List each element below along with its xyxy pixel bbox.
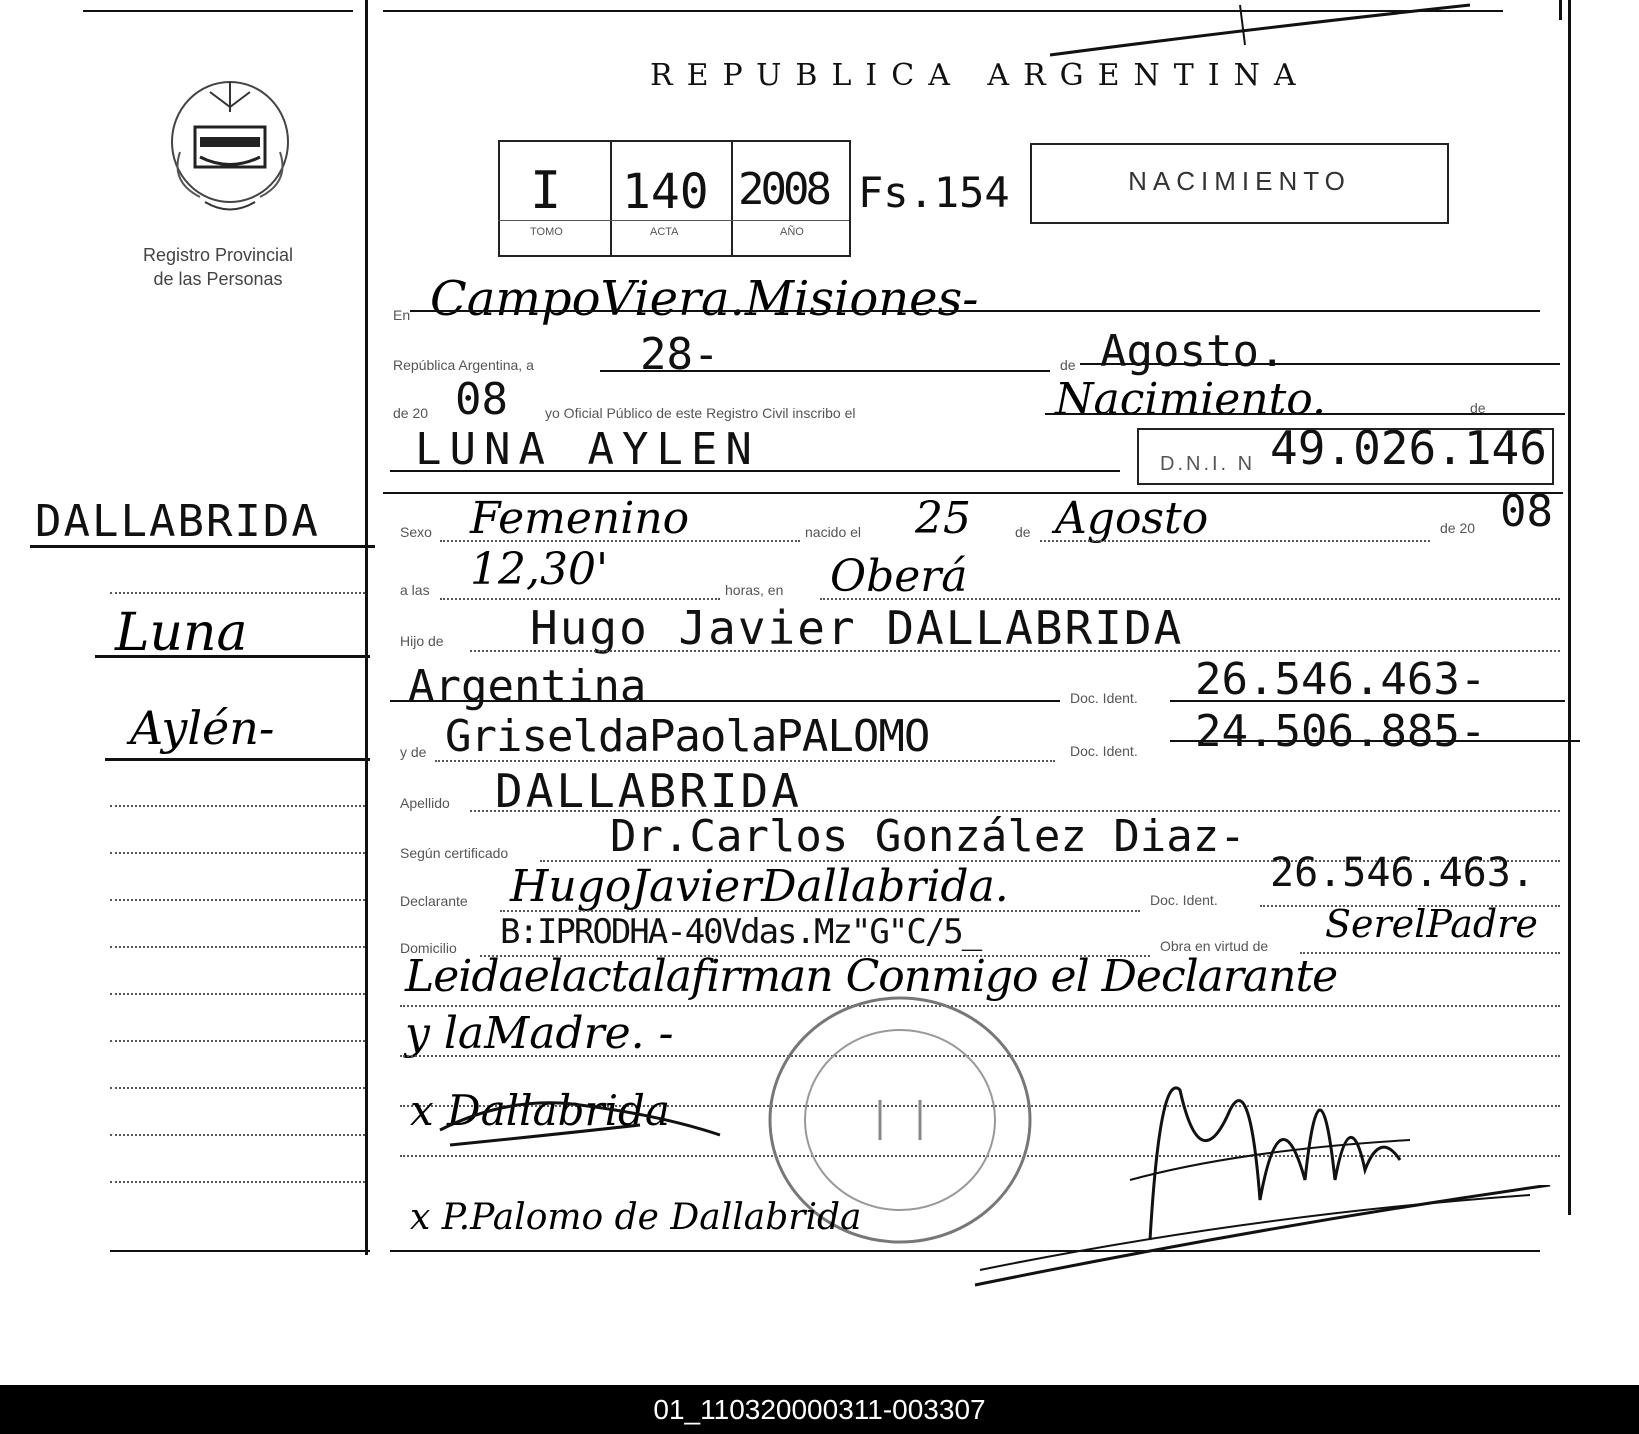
right-frame-line — [1568, 0, 1571, 1215]
label-de-20b: de 20 — [1440, 520, 1476, 536]
address-value: B:IPRODHA-40Vdas.Mz"G"C/5_ — [500, 912, 981, 952]
label-y-de: y de — [400, 744, 427, 760]
margin-rule-2 — [95, 655, 370, 658]
row-day-rule — [600, 370, 1050, 372]
margin-dot-10 — [110, 1181, 365, 1183]
margin-dot-9 — [110, 1134, 365, 1136]
nationality-value: Argentina — [408, 661, 647, 712]
month-value: Agosto. — [1100, 326, 1286, 377]
margin-dot-1 — [110, 592, 365, 594]
margin-rule-3 — [105, 758, 370, 761]
tomo-value: I — [530, 161, 562, 221]
folio-value: Fs.154 — [858, 168, 1010, 217]
left-frame-line — [365, 0, 368, 1255]
anio-label: AÑO — [780, 226, 804, 238]
place-value: CampoViera.Misiones- — [430, 271, 979, 327]
signature-father: x Dallabrida — [410, 1086, 670, 1135]
label-caracter: Obra en virtud de — [1160, 938, 1269, 954]
dni-value: 49.026.146 — [1270, 421, 1547, 475]
margin-bottom-rule — [110, 1250, 370, 1252]
label-sexo: Sexo — [400, 524, 432, 540]
label-en: En — [393, 307, 411, 323]
note-line-1: Leidaelactalafirman Conmigo el Declarante — [405, 951, 1338, 1002]
margin-dot-7 — [110, 1040, 365, 1042]
birth-day-value: 25 — [915, 493, 971, 544]
margin-dot-2 — [110, 805, 365, 807]
margin-name1: Luna — [115, 603, 248, 663]
birth-place-value: Oberá — [830, 551, 968, 602]
row-father-dot — [470, 650, 1560, 652]
father-name-value: Hugo Javier DALLABRIDA — [530, 601, 1184, 655]
top-flourish-icon — [1040, 0, 1480, 60]
label-doc-2: Doc. Ident. — [1070, 743, 1138, 759]
birth-month-value: Agosto — [1055, 493, 1209, 544]
row-doc2-rule — [1170, 740, 1580, 742]
birth-hour-value: 12,30' — [470, 544, 609, 595]
label-segun: Según certificado — [400, 845, 509, 861]
label-oficial: yo Oficial Público de este Registro Civil inscribo el — [545, 405, 856, 421]
margin-top-rule — [83, 10, 353, 12]
label-hijo: Hijo de — [400, 633, 444, 649]
label-a-las: a las — [400, 582, 430, 598]
year-value: 08 — [455, 374, 508, 425]
mother-name-value: GriseldaPaolaPALOMO — [445, 711, 930, 762]
bottom-flourish-icon — [970, 1185, 1560, 1295]
label-doc-1: Doc. Ident. — [1070, 690, 1138, 706]
document-id-bar — [0, 1385, 1639, 1434]
country-title: REPUBLICA ARGENTINA — [650, 58, 1310, 93]
row-en-rule — [410, 310, 1540, 312]
label-domicilio: Domicilio — [400, 940, 457, 956]
mother-doc-value: 24.506.885- — [1195, 706, 1487, 757]
note-line-2: y laMadre. - — [405, 1008, 674, 1059]
declarant-doc-value: 26.546.463. — [1270, 850, 1535, 896]
margin-dot-8 — [110, 1087, 365, 1089]
father-doc-value: 26.546.463- — [1195, 654, 1487, 705]
child-name-value: LUNA AYLEN — [415, 424, 760, 475]
row-role-dot — [1300, 952, 1560, 954]
declarant-value: HugoJavierDallabrida. — [510, 861, 1009, 912]
row-doc1-rule — [1170, 700, 1565, 702]
label-apellido: Apellido — [400, 795, 450, 811]
surname-value: DALLABRIDA — [495, 764, 802, 818]
anio-value: 2008 — [738, 164, 828, 215]
row-month-dot — [1040, 540, 1430, 542]
right-frame-stub — [1559, 0, 1562, 20]
margin-name2: Aylén- — [130, 701, 275, 755]
acta-label: ACTA — [650, 226, 679, 238]
registry-line-2: de las Personas — [153, 269, 283, 289]
signature-mother: x P.Palomo de Dallabrida — [410, 1197, 862, 1238]
margin-dot-5 — [110, 946, 365, 948]
coat-of-arms-icon — [160, 72, 300, 222]
record-divider-2 — [731, 140, 733, 255]
act-type-label: NACIMIENTO — [1128, 166, 1351, 196]
row-name-rule — [390, 470, 1120, 472]
row-kind-rule — [1045, 413, 1565, 415]
row-month-rule — [1080, 363, 1560, 365]
day-value: 28- — [640, 329, 720, 380]
acta-value: 140 — [622, 164, 709, 220]
tomo-label: TOMO — [530, 226, 563, 238]
label-declarante: Declarante — [400, 893, 468, 909]
label-de-2: de — [1470, 400, 1486, 416]
row-sexo-dot — [440, 540, 800, 542]
margin-dot-4 — [110, 899, 365, 901]
label-nacido: nacido el — [805, 524, 862, 540]
registry-name — [118, 243, 318, 291]
signature-father-scribble-icon — [430, 1075, 730, 1165]
margin-rule-1 — [30, 545, 375, 548]
certifier-value: Dr.Carlos González Diaz- — [610, 811, 1246, 862]
row-hour-dot — [440, 598, 720, 600]
margin-surname: DALLABRIDA — [35, 496, 320, 547]
label-de-3: de — [1015, 524, 1031, 540]
label-horas: horas, en — [725, 582, 784, 598]
label-de-20: de 20 — [393, 405, 429, 421]
margin-dot-6 — [110, 993, 365, 995]
label-doc-3: Doc. Ident. — [1150, 892, 1218, 908]
document-id: 01_110320000311-003307 — [653, 1394, 986, 1425]
registry-line-1: Registro Provincial — [142, 245, 294, 265]
row-mother-dot — [435, 760, 1055, 762]
label-dni: D.N.I. N — [1160, 453, 1256, 475]
row-place-dot — [820, 598, 1560, 600]
label-de: de — [1060, 357, 1076, 373]
record-divider-1 — [610, 140, 612, 255]
row-nation-rule — [390, 700, 1060, 702]
sex-value: Femenino — [470, 493, 690, 544]
margin-dot-3 — [110, 852, 365, 854]
label-republica: República Argentina, a — [393, 357, 534, 373]
role-value: SerelPadre — [1325, 902, 1538, 946]
act-kind-value: Nacimiento. — [1055, 374, 1327, 425]
birth-year-value: 08 — [1500, 486, 1553, 537]
